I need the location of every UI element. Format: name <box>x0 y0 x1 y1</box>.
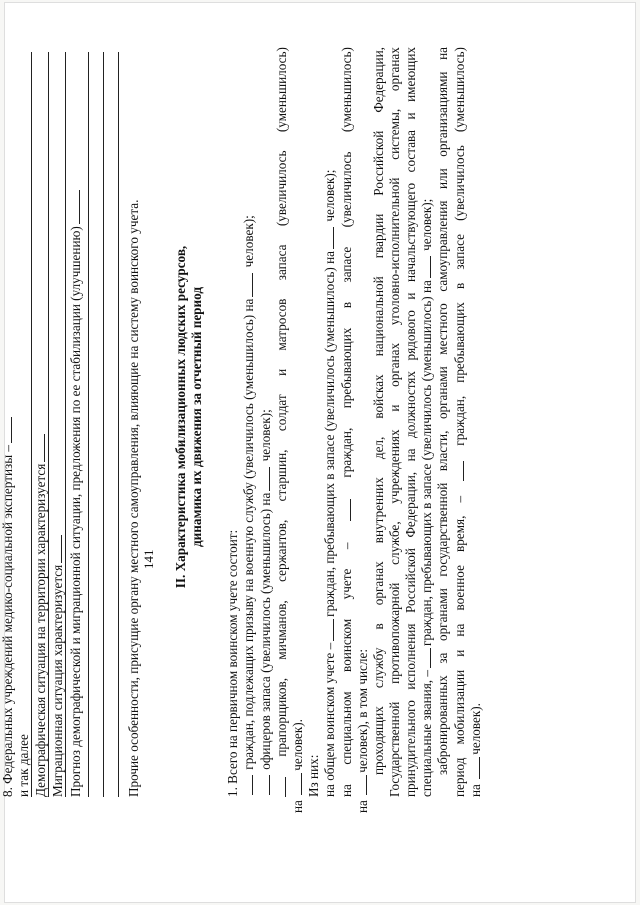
word: местного <box>435 303 450 355</box>
word: Российской <box>403 548 418 614</box>
word: внутренних <box>371 477 386 544</box>
word: на <box>435 47 450 60</box>
word: войсках <box>371 374 386 419</box>
blank-field <box>339 499 351 521</box>
special-titles-c: человек); <box>419 198 434 251</box>
word: забронированных <box>435 675 450 775</box>
blank-field <box>68 190 80 224</box>
page-number: 141 <box>141 549 156 569</box>
blank-field <box>452 461 464 481</box>
officers-line <box>258 409 274 797</box>
total-intro-line: 1. Всего на первичном воинском учете состоит: <box>225 529 240 797</box>
word: – <box>339 542 354 550</box>
word: воинском <box>339 618 354 672</box>
blank-field <box>419 256 431 278</box>
reserved-line <box>435 47 451 775</box>
na-text: на <box>355 800 370 813</box>
word: принудительного <box>403 700 418 797</box>
word: время, <box>452 515 467 552</box>
blank-field <box>241 273 253 297</box>
special-line <box>339 47 355 797</box>
final-text: человек). <box>468 703 483 755</box>
demographic-text: Демографическая ситуация на территории характеризуется <box>33 463 48 797</box>
word: дел, <box>371 436 386 460</box>
word: Российской <box>371 130 386 196</box>
word: учреждениях <box>387 429 402 504</box>
word: и <box>387 404 402 412</box>
word: военное <box>452 565 467 611</box>
word: органами <box>435 366 450 420</box>
general-text-b: граждан, пребывающих в запасе (увеличилось (уменьшилось) на <box>322 250 337 617</box>
word: государственной <box>435 482 450 577</box>
word: старшин, <box>274 449 289 502</box>
word: и <box>452 649 467 657</box>
word: за <box>435 652 450 664</box>
blank-field <box>290 773 302 795</box>
word: специальном <box>339 691 354 765</box>
conscripts-text: граждан, подлежащих призыву на военную службу (увеличилось (уменьшилось) на <box>241 298 256 770</box>
word: системы, <box>387 108 402 160</box>
federal-med-text: 8. Федеральных учреждений медико-социальной экспертизы – <box>0 445 15 797</box>
word: начальствующего <box>403 182 418 282</box>
word: учете <box>339 568 354 600</box>
word: национальной <box>371 276 386 357</box>
word: исполнения <box>403 623 418 690</box>
word: или <box>435 168 450 189</box>
demographic-line <box>33 432 49 797</box>
word: органах <box>371 561 386 606</box>
document-body <box>0 37 640 813</box>
word: мобилизации <box>452 669 467 745</box>
word: мичманов, <box>274 600 289 660</box>
word: Федерации, <box>403 471 418 538</box>
word: запаса <box>274 244 289 281</box>
word: должностях <box>403 371 418 438</box>
word: (увеличилось <box>452 145 467 221</box>
of-them-line: Из них: <box>306 754 321 797</box>
general-line <box>322 170 338 797</box>
word: Федерации, <box>371 47 386 113</box>
word: и <box>403 292 418 300</box>
migration-line <box>50 533 66 797</box>
word: органах <box>387 47 402 92</box>
forecast-text: Прогноз демографической и миграционной ситуации, предложения по ее стабилизации (улучшению) <box>68 226 83 797</box>
word: (увеличилось <box>339 151 354 228</box>
word: запасе <box>339 246 354 283</box>
word: в <box>371 623 386 630</box>
enforce-line <box>403 47 419 797</box>
underline-rule <box>103 52 104 797</box>
blank-field <box>468 757 480 779</box>
word: период <box>452 757 467 797</box>
word: матросов <box>274 298 289 351</box>
word: власти, <box>435 430 450 472</box>
section-title-line1: II. Характеристика мобилизационных людских ресурсов, <box>173 245 188 589</box>
blank-field <box>241 775 253 795</box>
na-text: на <box>468 784 483 797</box>
and-so-on-line: и так далее <box>16 734 31 797</box>
word: и <box>274 368 289 376</box>
word: на <box>339 784 354 797</box>
word: прапорщиков, <box>274 677 289 757</box>
general-text-c: человек); <box>322 169 337 222</box>
warrant-line <box>274 47 290 797</box>
blank-field <box>258 467 270 491</box>
blank-field <box>322 227 334 249</box>
blank-field <box>322 619 334 641</box>
word: состава <box>403 130 418 173</box>
word: органах <box>387 342 402 387</box>
word: гвардии <box>371 213 386 259</box>
word: на <box>403 448 418 462</box>
special-titles-line <box>419 199 435 797</box>
word: запасе <box>452 234 467 270</box>
word: (уменьшилось) <box>452 47 467 133</box>
other-features-line: Прочие особенности, присущие органу местного самоуправления, влияющие на систему воинского учета. <box>126 199 141 797</box>
word: (увеличилось <box>274 150 289 227</box>
word: Государственной <box>387 701 402 797</box>
incl-line <box>355 649 371 813</box>
officers-end: человек); <box>258 409 273 462</box>
special-titles-a: специальные звания, – <box>419 670 434 797</box>
general-text-a: на общем воинском учете – <box>322 642 337 797</box>
word: сержантов, <box>274 519 289 582</box>
blank-field <box>50 535 62 563</box>
na-text: на <box>290 800 305 813</box>
blank-field <box>33 434 45 462</box>
warrant-close-line <box>290 719 306 813</box>
serving-line <box>371 47 387 775</box>
word: и <box>403 112 418 120</box>
blank-field <box>0 417 12 443</box>
incl-text: человек), в том числе: <box>355 648 370 773</box>
word: в <box>452 282 467 289</box>
word: в <box>339 301 354 309</box>
blank-field <box>419 648 431 668</box>
blank-field <box>355 775 367 795</box>
blank-field <box>258 775 270 795</box>
word: имеющих <box>403 47 418 102</box>
special-titles-b: граждан, пребывающих в запасе (увеличилось (уменьшилось) на <box>419 280 434 646</box>
officers-text: офицеров запаса (увеличилось (уменьшилось) на <box>258 492 273 770</box>
word: пребывающих <box>339 327 354 409</box>
word: (уменьшилось) <box>274 47 289 133</box>
final-line <box>468 703 484 797</box>
underline-rule <box>88 52 89 797</box>
section-title-line2: динамика их движения за отчетный период <box>189 287 204 547</box>
word: противопожарной <box>387 582 402 684</box>
underline-rule <box>65 52 66 797</box>
forecast-line <box>68 188 84 797</box>
underline-rule <box>48 52 49 797</box>
migration-text: Миграционная ситуация характеризуется <box>50 564 65 797</box>
word: пребывающих <box>452 302 467 383</box>
word: граждан, <box>339 427 354 478</box>
word: организациями <box>435 71 450 157</box>
word: (уменьшилось) <box>339 47 354 133</box>
people-close: человек). <box>290 719 305 771</box>
word: самоуправления <box>435 200 450 292</box>
word: службу <box>371 647 386 689</box>
word: службе, <box>387 521 402 565</box>
conscripts-end: человек); <box>241 215 256 268</box>
blank-field <box>274 777 286 797</box>
word: на <box>452 623 467 637</box>
word: уголовно-исполнительной <box>387 177 402 326</box>
conscripts-line <box>241 215 257 797</box>
federal-med-line <box>0 415 16 797</box>
fire-line <box>387 47 403 797</box>
word: рядового <box>403 310 418 361</box>
word: органами <box>435 588 450 642</box>
underline-rule <box>118 52 119 797</box>
underline-rule <box>31 52 32 797</box>
word: проходящих <box>371 706 386 775</box>
word: граждан, <box>452 395 467 446</box>
word: – <box>452 495 467 503</box>
word: солдат <box>274 394 289 432</box>
mobil-line <box>452 47 468 797</box>
